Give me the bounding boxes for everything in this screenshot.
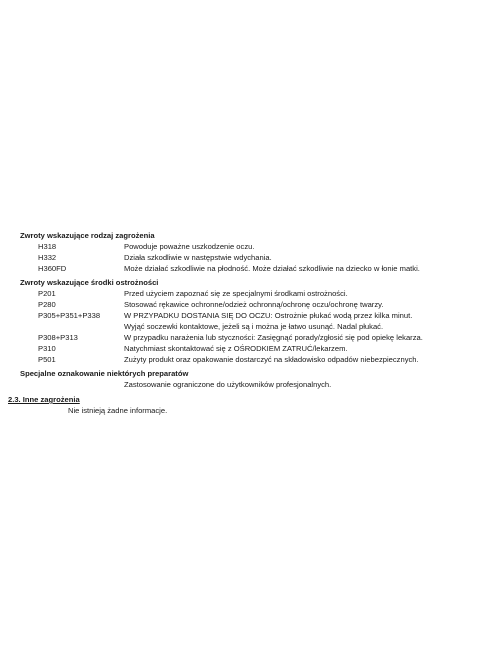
precaution-text — [124, 288, 348, 299]
precaution-text-line: W przypadku narażenia lub styczności: Zasięgnąć porady/zgłosić się pod opiekę lekarza. — [124, 333, 423, 342]
precaution-code: P310 — [38, 344, 56, 353]
hazard-text: Działa szkodliwie w następstwie wdychania. — [124, 253, 272, 262]
precaution-text — [124, 299, 383, 310]
precaution-code: P308+P313 — [38, 333, 78, 342]
other-hazards-heading: 2.3. Inne zagrożenia — [8, 395, 80, 404]
precaution-text-line: Przed użyciem zapoznać się ze specjalnymi środkami ostrożności. — [124, 289, 348, 298]
precaution-text-line: Natychmiast skontaktować się z OŚRODKIEM ZATRUĆ/lekarzem. — [124, 344, 348, 353]
hazard-code: H360FD — [38, 264, 67, 273]
precaution-text-line: Stosować rękawice ochronne/odzież ochronną/ochronę oczu/ochronę twarzy. — [124, 300, 384, 309]
precaution-text — [124, 343, 348, 354]
precaution-text — [124, 354, 419, 365]
precaution-text — [124, 332, 423, 343]
precaution-code: P305+P351+P338 — [38, 311, 101, 320]
precautionary-statements-heading: Zwroty wskazujące środki ostrożności — [20, 278, 159, 287]
hazard-statements-heading: Zwroty wskazujące rodzaj zagrożenia — [20, 231, 155, 240]
precaution-text-line: W PRZYPADKU DOSTANIA SIĘ DO OCZU: Ostrożnie płukać wodą przez kilka minut. — [124, 311, 413, 320]
other-hazards-text: Nie istnieją żadne informacje. — [68, 406, 168, 415]
hazard-code: H332 — [38, 253, 57, 262]
precaution-text-line: Wyjąć soczewki kontaktowe, jeżeli są i można je łatwo usunąć. Nadal płukać. — [124, 322, 384, 331]
hazard-text: Powoduje poważne uszkodzenie oczu. — [124, 242, 255, 251]
special-labelling-text: Zastosowanie ograniczone do użytkowników profesjonalnych. — [124, 380, 332, 389]
precaution-text-line: Zużyty produkt oraz opakowanie dostarczyć na składowisko odpadów niebezpiecznych. — [124, 355, 419, 364]
precaution-text — [124, 310, 412, 332]
hazard-text: Może działać szkodliwie na płodność. Może działać szkodliwie na dziecko w łonie matki. — [124, 264, 420, 273]
precaution-code: P201 — [38, 289, 56, 298]
hazard-code: H318 — [38, 242, 57, 251]
special-labelling-heading: Specjalne oznakowanie niektórych preparatów — [20, 369, 189, 378]
precaution-code: P501 — [38, 355, 56, 364]
precaution-code: P280 — [38, 300, 56, 309]
